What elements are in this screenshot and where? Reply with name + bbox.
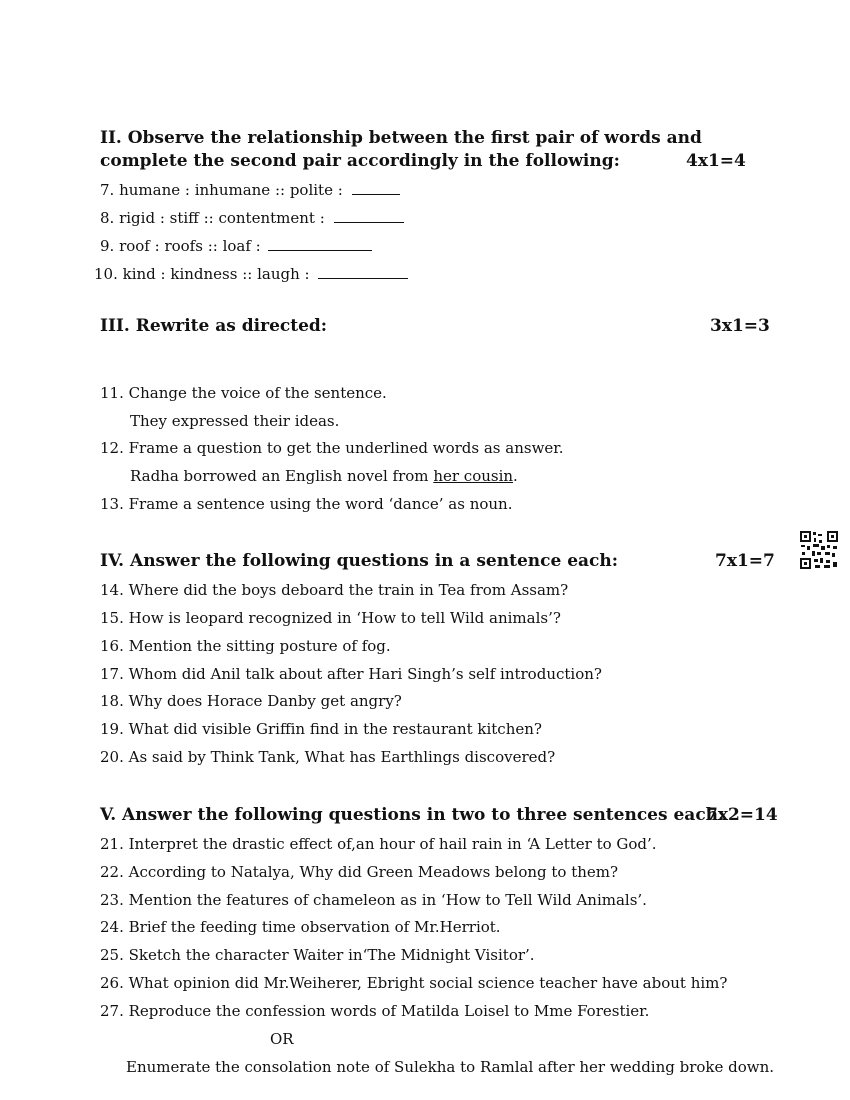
question-11-sentence: They expressed their ideas.	[130, 412, 340, 430]
section-2-marks: 4x1=4	[686, 151, 746, 171]
section-5-heading: V. Answer the following questions in two to three sentences each:	[100, 805, 725, 825]
or-label: OR	[270, 1030, 294, 1048]
question-14: 14. Where did the boys deboard the train in Tea from Assam?	[100, 581, 569, 599]
question-23: 23. Mention the features of chameleon as in ‘How to Tell Wild Animals’.	[100, 891, 647, 909]
section-4-marks: 7x1=7	[715, 551, 775, 571]
question-text: 9. roof : roofs :: loaf :	[100, 237, 261, 255]
underlined-words: her cousin	[433, 467, 514, 485]
question-24: 24. Brief the feeding time observation of Mr.Herriot.	[100, 918, 501, 936]
question-17: 17. Whom did Anil talk about after Hari Singh’s self introduction?	[100, 665, 602, 683]
qr-code-icon	[799, 530, 839, 570]
answer-blank	[268, 238, 372, 251]
question-12: 12. Frame a question to get the underlined words as answer.	[100, 439, 564, 457]
question-16: 16. Mention the sitting posture of fog.	[100, 637, 391, 655]
section-3-marks: 3x1=3	[710, 316, 770, 336]
question-25: 25. Sketch the character Waiter in‘The Midnight Visitor’.	[100, 946, 535, 964]
sentence-text: Radha borrowed an English novel from	[130, 467, 434, 485]
question-text: 8. rigid : stiff :: contentment :	[100, 209, 325, 227]
question-21: 21. Interpret the drastic effect of,an hour of hail rain in ‘A Letter to God’.	[100, 835, 657, 853]
question-10	[94, 265, 408, 283]
section-2-heading-line2: complete the second pair accordingly in the following:	[100, 151, 620, 171]
section-5-marks: 7x2=14	[706, 805, 778, 825]
question-27: 27. Reproduce the confession words of Matilda Loisel to Mme Forestier.	[100, 1002, 650, 1020]
question-18: 18. Why does Horace Danby get angry?	[100, 692, 402, 710]
answer-blank	[334, 210, 404, 223]
section-4-heading: IV. Answer the following questions in a sentence each:	[100, 551, 619, 571]
question-15: 15. How is leopard recognized in ‘How to tell Wild animals’?	[100, 609, 561, 627]
question-7	[100, 181, 400, 199]
question-19: 19. What did visible Griffin find in the restaurant kitchen?	[100, 720, 542, 738]
question-26: 26. What opinion did Mr.Weiherer, Ebright social science teacher have about him?	[100, 974, 728, 992]
question-9	[100, 237, 372, 255]
section-3-heading: III. Rewrite as directed:	[100, 316, 328, 336]
question-11: 11. Change the voice of the sentence.	[100, 384, 387, 402]
question-text: 7. humane : inhumane :: polite :	[100, 181, 343, 199]
section-2-heading-line1: II. Observe the relationship between the first pair of words and	[100, 128, 702, 148]
question-20: 20. As said by Think Tank, What has Earthlings discovered?	[100, 748, 556, 766]
question-22: 22. According to Natalya, Why did Green Meadows belong to them?	[100, 863, 619, 881]
answer-blank	[352, 182, 400, 195]
question-13: 13. Frame a sentence using the word ‘dance’ as noun.	[100, 495, 513, 513]
sentence-end: .	[513, 467, 518, 485]
question-8	[100, 209, 404, 227]
answer-blank	[318, 266, 408, 279]
question-27-alternative: Enumerate the consolation note of Sulekha to Ramlal after her wedding broke down.	[126, 1058, 775, 1076]
question-text: 10. kind : kindness :: laugh :	[94, 265, 310, 283]
question-12-sentence	[130, 467, 518, 485]
